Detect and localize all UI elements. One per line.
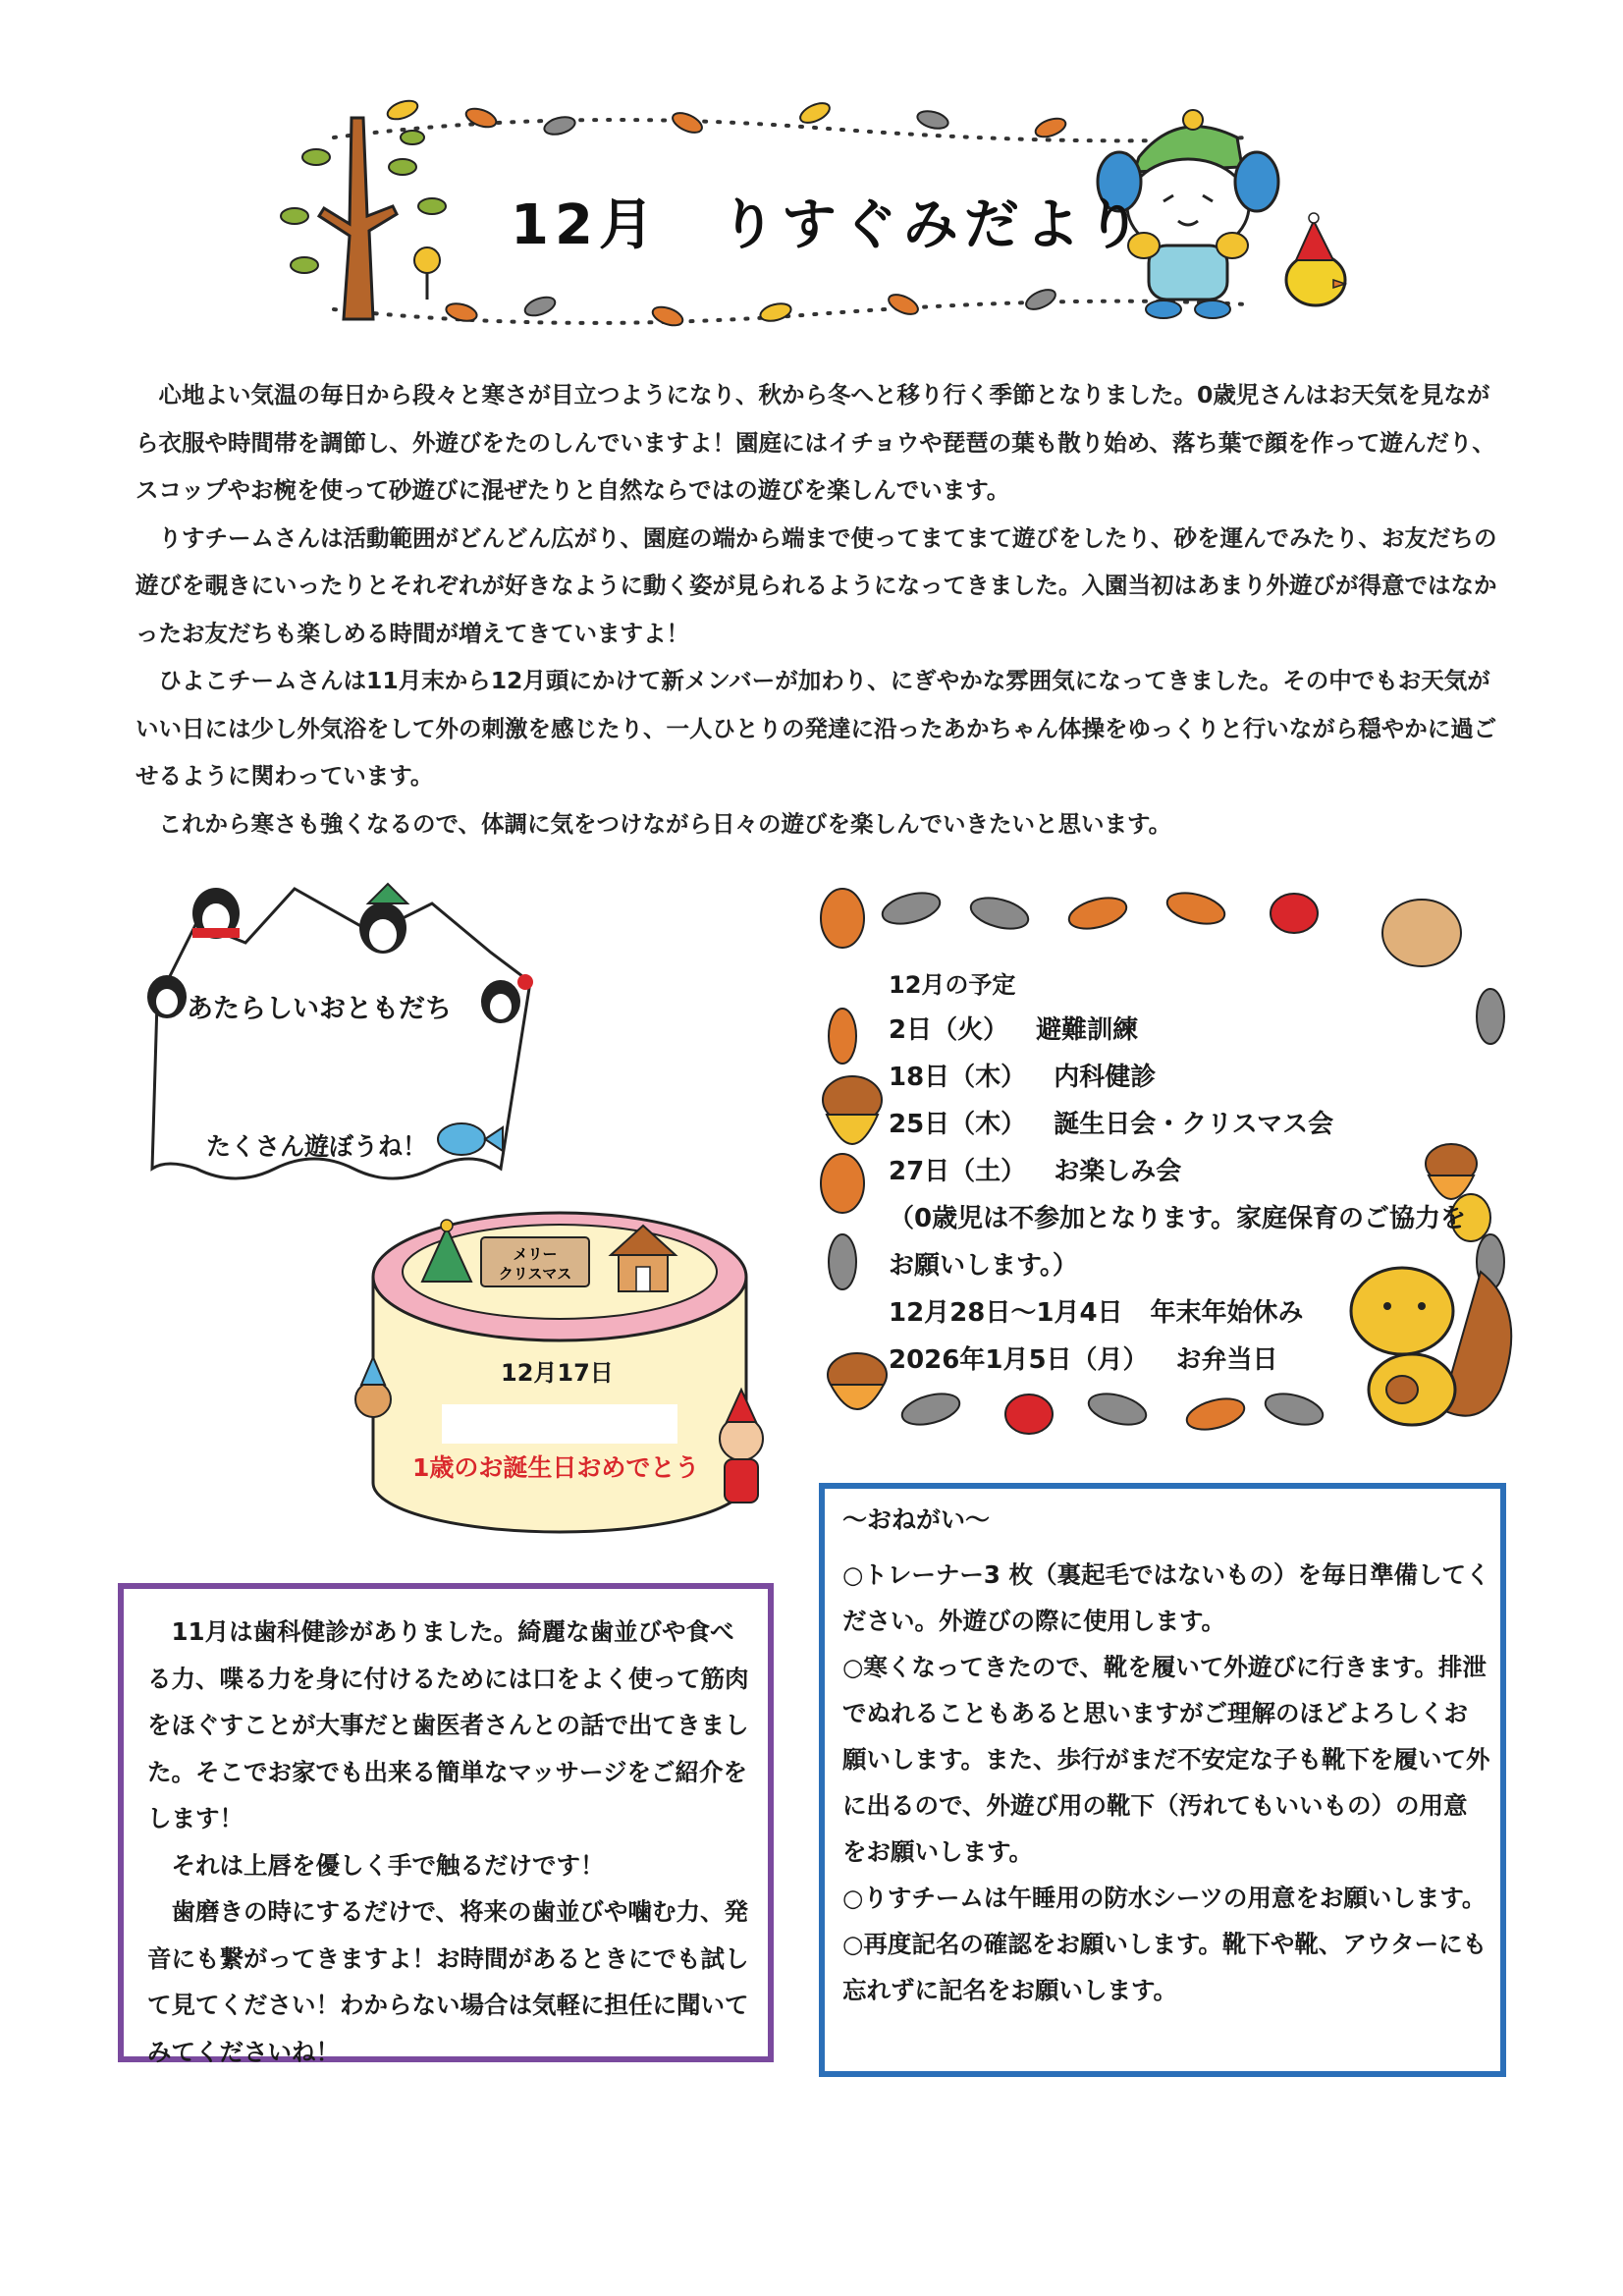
dental-paragraph: 歯磨きの時にするだけで、将来の歯並びや噛む力、発音にも繋がってきますよ！お時間があるときにでも試して見てください！わからない場合は気軽に担任に聞いてみてくださいね！: [147, 1897, 749, 2066]
page-title: 12月 りすぐみだより: [511, 193, 1147, 257]
schedule-date: 27日（土）: [889, 1157, 1027, 1186]
intro-paragraph: 心地よい気温の毎日から段々と寒さが目立つようになり、秋から冬へと移り行く季節となりました。0歳児さんはお天気を見ながら衣服や時間帯を調節し、外遊びをたのしんでいますよ！園庭にはイチョウや琵琶の葉も散り始め、落ち葉で顔を作って遊んだり、スコップやお椀を使って砂遊びに混ぜたりと自然ならではの遊びを楽しんでいます。: [135, 381, 1495, 504]
tree-icon: [281, 118, 446, 319]
schedule-event: お楽しみ会: [1054, 1157, 1182, 1186]
schedule-event: 誕生日会・クリスマス会: [1054, 1110, 1334, 1139]
schedule-event: 年末年始休み: [1150, 1298, 1304, 1328]
schedule-date: 2026年1月5日（月）: [889, 1345, 1149, 1375]
birthday-message: 1歳のお誕生日おめでとう: [412, 1453, 700, 1482]
request-item: ○トレーナー3 枚（裏起毛ではないもの）を毎日準備してください。外遊びの際に使用します。: [842, 1560, 1490, 1635]
requests-list: [842, 1552, 1490, 2013]
schedule-note-text: （0歳児は不参加となります。家庭保育のご協力を: [889, 1204, 1467, 1233]
requests-title: ～おねがい～: [842, 1505, 991, 1534]
new-friends-subtitle: たくさん遊ぼうね！: [206, 1132, 428, 1161]
dental-paragraph: 11月は歯科健診がありました。綺麗な歯並びや食べる力、喋る力を身に付けるためには口をよく使って筋肉をほぐすことが大事だと歯医者さんとの話で出てきました。そこでお家でも出来る簡単なマッサージをご紹介をします！: [147, 1617, 749, 1832]
schedule-title: 12月の予定: [889, 971, 1016, 999]
schedule-item: [889, 1151, 1181, 1187]
birthday-name-redacted: [442, 1404, 677, 1444]
schedule-date: 25日（木）: [889, 1110, 1027, 1139]
cake-plaque-line: クリスマス: [498, 1265, 572, 1283]
birthday-date: 12月17日: [501, 1359, 614, 1387]
dental-checkup-text: [147, 1609, 756, 2075]
schedule-item: [889, 1292, 1304, 1329]
schedule-event: お弁当日: [1175, 1345, 1278, 1375]
schedule-item: [889, 1339, 1278, 1376]
new-friends-title: あたらしいおともだち: [187, 994, 452, 1024]
dental-paragraph: それは上唇を優しく手で触るだけです！: [171, 1850, 605, 1880]
schedule-item: [889, 1104, 1333, 1140]
cake-plaque-line: メリー: [513, 1245, 558, 1263]
request-item: ○りすチームは午睡用の防水シーツの用意をお願いします。: [842, 1884, 1487, 1912]
squirrel-icon: [1351, 1268, 1511, 1425]
request-item: ○再度記名の確認をお願いします。靴下や靴、アウターにも忘れずに記名をお願いします。: [842, 1930, 1488, 2004]
chick-icon: [1286, 213, 1345, 305]
schedule-event: 避難訓練: [1036, 1015, 1139, 1045]
schedule-item: [889, 1010, 1138, 1046]
schedule-note: [889, 1245, 1078, 1282]
schedule-date: 18日（木）: [889, 1063, 1027, 1092]
schedule-note-text: お願いします。）: [889, 1251, 1078, 1281]
intro-text: [135, 371, 1510, 847]
request-item: ○寒くなってきたので、靴を履いて外遊びに行きます。排泄でぬれることもあると思いますがご理解のほどよろしくお願いします。また、歩行がまだ不安定な子も靴下を履いて外に出るので、外遊び用の靴下（汚れてもいいもの）の用意をお願いします。: [842, 1653, 1490, 1866]
intro-paragraph: りすチームさんは活動範囲がどんどん広がり、園庭の端から端まで使ってまてまて遊びをしたり、砂を運んでみたり、お友だちの遊びを覗きにいったりとそれぞれが好きなように動く姿が見られるようになってきました。入園当初はあまり外遊びが得意ではなかったお友だちも楽しめる時間が増えてきていますよ！: [135, 523, 1497, 647]
schedule-date: 2日（火）: [889, 1015, 1009, 1045]
intro-paragraph: これから寒さも強くなるので、体調に気をつけながら日々の遊びを楽しんでいきたいと思います。: [158, 809, 1172, 838]
schedule-date: 12月28日～1月4日: [889, 1298, 1123, 1328]
intro-paragraph: ひよこチームさんは11月末から12月頭にかけて新メンバーが加わり、にぎやかな雰囲気になってきました。その中でもお天気がいい日には少し外気浴をして外の刺激を感じたり、一人ひとりの発達に沿ったあかちゃん体操をゆっくりと行いながら穏やかに過ごせるように関わっています。: [135, 667, 1497, 790]
schedule-item: [889, 1057, 1156, 1093]
schedule-note: [889, 1198, 1466, 1234]
schedule-event: 内科健診: [1054, 1063, 1157, 1092]
